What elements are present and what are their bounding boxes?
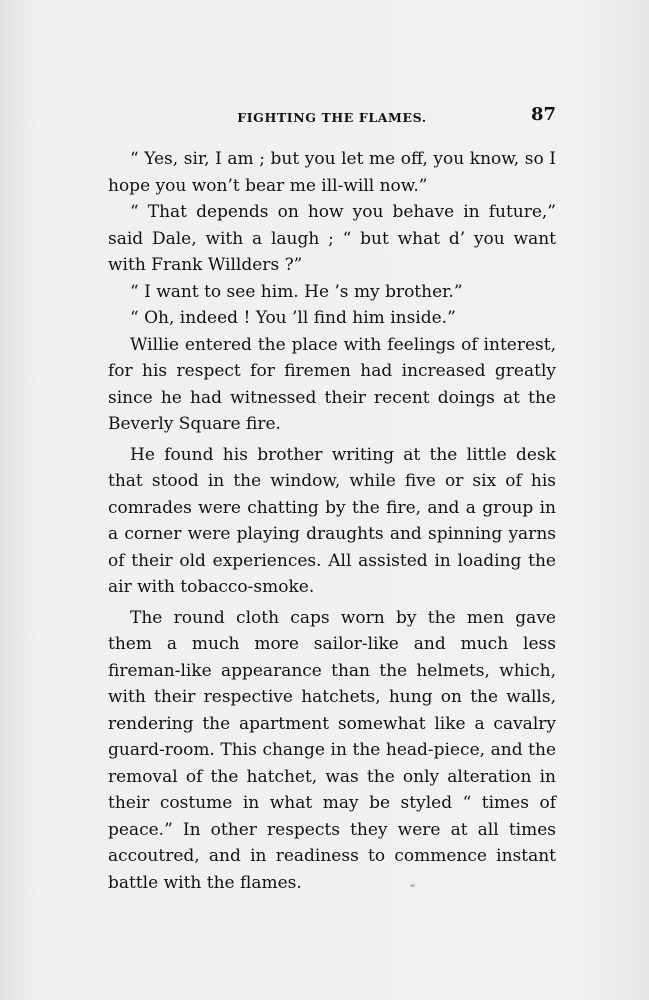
running-title: FIGHTING THE FLAMES.: [237, 110, 427, 125]
paragraph: The round cloth caps worn by the men gave them a much more sailor-like and much less fireman-like appearance than the helmets, which, with their respective hatchets, hung on the walls, rendering the apartment somewhat like a cavalry guard-room. This change in the head-piece, and the removal of the hatchet, was the only alteration in their costume in what may be styled “ times of peace.” In other respects they were at all times accoutred, and in readiness to commence instant battle with the flames.: [108, 607, 556, 893]
running-head: [108, 104, 556, 130]
paragraph: He found his brother writing at the little desk that stood in the window, while five or six of his comrades were chatting by the fire, and a group in a corner were playing draughts and spinning yarns of their old experiences. All assisted in loading the air with tobacco-smoke.: [108, 444, 556, 597]
paragraph: “ I want to see him. He ’s my brother.”: [130, 281, 463, 302]
paragraph: “ That depends on how you behave in future,” said Dale, with a laugh ; “ but what d’ you want with Frank Willders ?”: [108, 202, 556, 275]
paragraph: Willie entered the place with feelings of interest, for his respect for firemen had increased greatly since he had witnessed their recent doings at the Beverly Square fire.: [108, 334, 556, 434]
page-number: 87: [530, 104, 556, 125]
paragraph: “ Yes, sir, I am ; but you let me off, you know, so I hope you won’t bear me ill-will now.”: [108, 149, 556, 196]
body-text: [108, 146, 556, 896]
paragraph: “ Oh, indeed ! You ’ll find him inside.”: [130, 308, 456, 328]
paper-speck: [410, 884, 415, 887]
